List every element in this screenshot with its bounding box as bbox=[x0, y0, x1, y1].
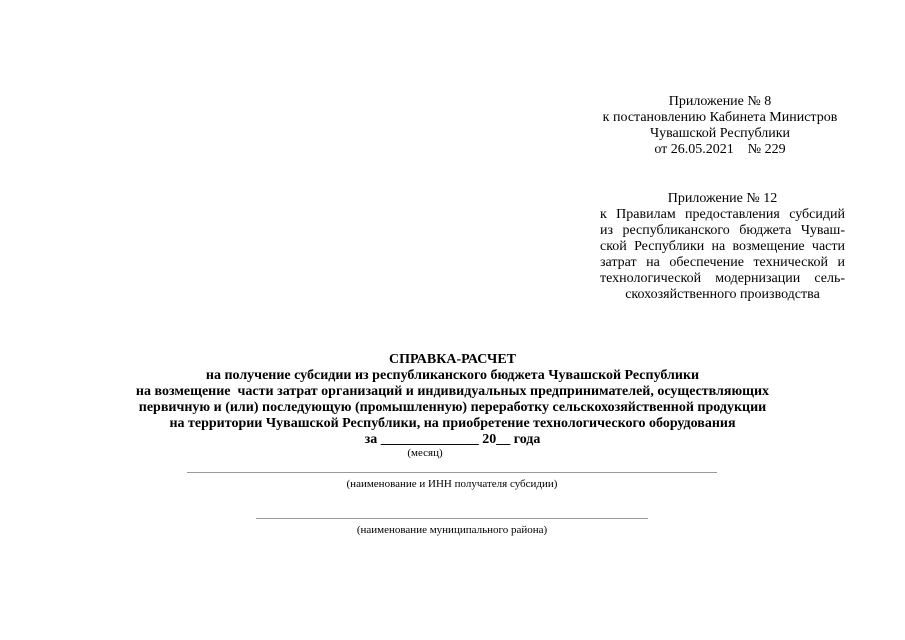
month-hint: (месяц) bbox=[407, 447, 443, 459]
appendix-12-line: скохозяйственного производства bbox=[625, 287, 820, 302]
appendix-12-line: технологической модернизации сель- bbox=[600, 271, 845, 286]
district-hint: (наименование муниципального района) bbox=[356, 524, 548, 536]
appendix-12-line: ской Республики на возмещение части bbox=[600, 239, 845, 254]
appendix-12-heading: Приложение № 12 bbox=[667, 191, 778, 206]
appendix-8-block bbox=[560, 94, 880, 158]
document-title-block bbox=[80, 352, 825, 448]
document-subtitle-line: на территории Чувашской Республики, на приобретение технологического оборудования bbox=[169, 416, 736, 431]
appendix-8-date-number: от 26.05.2021 № 229 bbox=[654, 142, 786, 157]
appendix-8-line: Чувашской Республики bbox=[649, 126, 791, 141]
document-subtitle-line: первичную и (или) последующую (промышленную) переработку сельскохозяйственной продукции bbox=[138, 400, 767, 415]
document-subtitle-line: на возмещение части затрат организаций и индивидуальных предпринимателей, осуществляющих bbox=[135, 384, 770, 399]
document-subtitle-line: на получение субсидии из республиканского бюджета Чувашской Республики bbox=[205, 368, 700, 383]
district-name-line bbox=[256, 518, 648, 519]
recipient-name-line bbox=[187, 472, 717, 473]
appendix-12-line: к Правилам предоставления субсидий bbox=[600, 207, 845, 222]
period-line: за ______________ 20__ года bbox=[364, 432, 541, 447]
recipient-hint: (наименование и ИНН получателя субсидии) bbox=[346, 478, 558, 490]
appendix-12-line: из республиканского бюджета Чуваш- bbox=[600, 223, 845, 238]
appendix-12-block bbox=[600, 191, 845, 303]
document-title: СПРАВКА-РАСЧЕТ bbox=[388, 352, 517, 367]
appendix-8-line: к постановлению Кабинета Министров bbox=[602, 110, 838, 125]
appendix-8-heading: Приложение № 8 bbox=[668, 94, 772, 109]
appendix-12-line: затрат на обеспечение технической и bbox=[600, 255, 845, 270]
